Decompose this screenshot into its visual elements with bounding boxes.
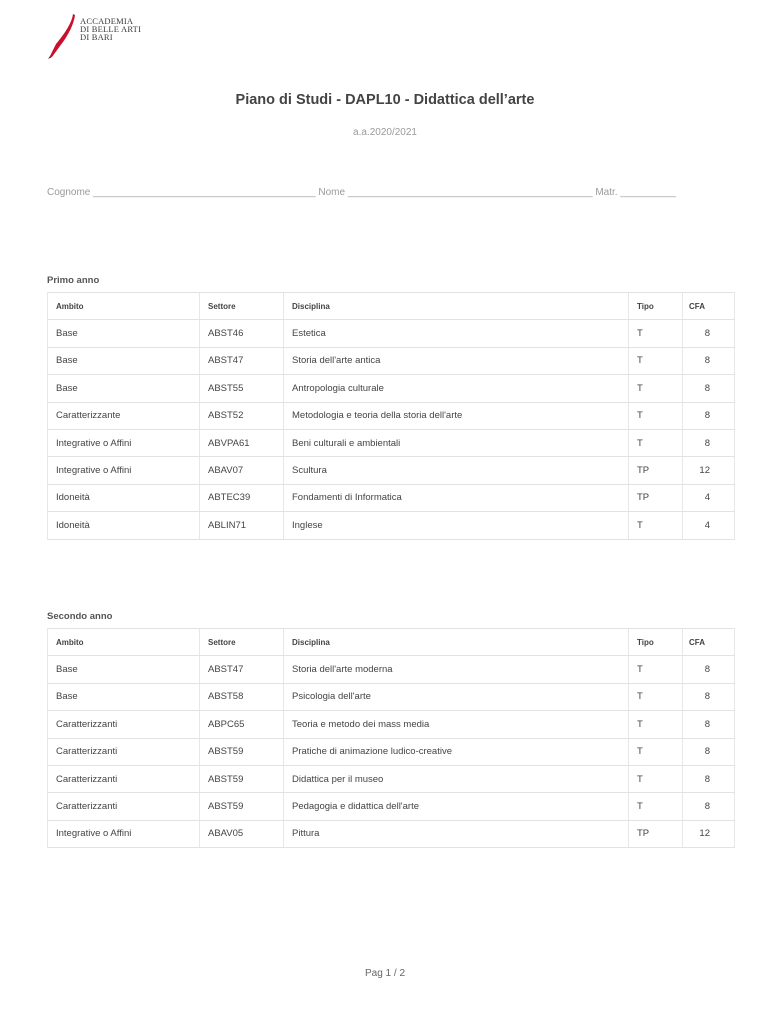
cell-cfa: 4 (683, 484, 735, 511)
matr-field[interactable]: Matr. __________ (595, 187, 676, 198)
logo-line-3: DI BARI (80, 32, 113, 42)
cell-ambito: Base (48, 683, 200, 710)
col-tipo: Tipo (629, 629, 683, 656)
cell-disciplina: Scultura (284, 457, 629, 484)
col-settore: Settore (200, 293, 284, 320)
page-title: Piano di Studi - DAPL10 - Didattica dell’arte (235, 92, 535, 108)
cell-settore: ABVPA61 (200, 429, 284, 456)
col-cfa: CFA (683, 629, 735, 656)
cell-ambito: Integrative o Affini (48, 429, 200, 456)
cell-tipo: T (629, 765, 683, 792)
table-row (48, 738, 735, 765)
cell-tipo: TP (629, 457, 683, 484)
table-row (48, 320, 735, 347)
table-row (48, 402, 735, 429)
cell-cfa: 12 (683, 820, 735, 847)
cell-ambito: Caratterizzanti (48, 711, 200, 738)
cell-settore: ABST59 (200, 765, 284, 792)
cell-tipo: T (629, 683, 683, 710)
cell-ambito: Integrative o Affini (48, 457, 200, 484)
cell-cfa: 8 (683, 375, 735, 402)
table-row (48, 711, 735, 738)
cell-tipo: T (629, 711, 683, 738)
cell-settore: ABST47 (200, 347, 284, 374)
brush-logo-icon (46, 12, 80, 60)
cell-settore: ABST58 (200, 683, 284, 710)
table-row (48, 512, 735, 539)
cell-settore: ABTEC39 (200, 484, 284, 511)
cell-cfa: 8 (683, 738, 735, 765)
cell-cfa: 12 (683, 457, 735, 484)
col-cfa: CFA (683, 293, 735, 320)
col-ambito: Ambito (48, 629, 200, 656)
cell-tipo: T (629, 793, 683, 820)
cell-ambito: Caratterizzante (48, 402, 200, 429)
cell-tipo: TP (629, 484, 683, 511)
cell-settore: ABAV07 (200, 457, 284, 484)
nome-field[interactable]: Nome ____________________________________________ (318, 187, 593, 198)
table-row (48, 683, 735, 710)
table-row (48, 375, 735, 402)
cell-cfa: 8 (683, 402, 735, 429)
cell-tipo: T (629, 320, 683, 347)
table-row (48, 429, 735, 456)
cell-disciplina: Beni culturali e ambientali (284, 429, 629, 456)
cell-disciplina: Pratiche di animazione ludico-creative (284, 738, 629, 765)
cell-cfa: 8 (683, 320, 735, 347)
cell-settore: ABST47 (200, 656, 284, 683)
table-row (48, 656, 735, 683)
cell-tipo: T (629, 429, 683, 456)
cell-disciplina: Didattica per il museo (284, 765, 629, 792)
cell-disciplina: Teoria e metodo dei mass media (284, 711, 629, 738)
cell-tipo: T (629, 347, 683, 374)
cell-settore: ABST55 (200, 375, 284, 402)
cell-cfa: 8 (683, 793, 735, 820)
cell-disciplina: Storia dell'arte antica (284, 347, 629, 374)
col-settore: Settore (200, 629, 284, 656)
cell-ambito: Base (48, 375, 200, 402)
cell-tipo: TP (629, 820, 683, 847)
table-header-row (48, 629, 735, 656)
cell-tipo: T (629, 402, 683, 429)
student-fields (47, 187, 722, 198)
logo-line-2: DI BELLE ARTI (80, 24, 142, 34)
cell-tipo: T (629, 738, 683, 765)
cell-settore: ABAV05 (200, 820, 284, 847)
page-number: Pag 1 / 2 (364, 968, 406, 979)
cell-tipo: T (629, 512, 683, 539)
cell-ambito: Base (48, 320, 200, 347)
academy-logo (46, 12, 146, 60)
cell-ambito: Caratterizzanti (48, 765, 200, 792)
cell-disciplina: Estetica (284, 320, 629, 347)
logo-line-1: ACCADEMIA (80, 16, 134, 26)
table-row (48, 457, 735, 484)
cell-disciplina: Pedagogia e didattica dell'arte (284, 793, 629, 820)
cell-disciplina: Fondamenti di Informatica (284, 484, 629, 511)
table-row (48, 484, 735, 511)
cell-cfa: 8 (683, 656, 735, 683)
cell-ambito: Base (48, 656, 200, 683)
cell-settore: ABST59 (200, 793, 284, 820)
cell-cfa: 8 (683, 429, 735, 456)
cell-ambito: Idoneità (48, 484, 200, 511)
cell-tipo: T (629, 375, 683, 402)
cell-ambito: Base (48, 347, 200, 374)
cell-disciplina: Antropologia culturale (284, 375, 629, 402)
col-disciplina: Disciplina (284, 293, 629, 320)
cell-disciplina: Psicologia dell'arte (284, 683, 629, 710)
cell-tipo: T (629, 656, 683, 683)
cell-cfa: 8 (683, 683, 735, 710)
col-ambito: Ambito (48, 293, 200, 320)
cell-settore: ABST52 (200, 402, 284, 429)
cell-cfa: 4 (683, 512, 735, 539)
cell-ambito: Integrative o Affini (48, 820, 200, 847)
col-tipo: Tipo (629, 293, 683, 320)
table-header-row (48, 293, 735, 320)
table-row (48, 820, 735, 847)
primo-anno-table (47, 292, 735, 540)
cognome-field[interactable]: Cognome ________________________________________ (47, 187, 316, 198)
cell-cfa: 8 (683, 347, 735, 374)
cell-disciplina: Pittura (284, 820, 629, 847)
cell-cfa: 8 (683, 711, 735, 738)
secondo-anno-table (47, 628, 735, 848)
cell-settore: ABST46 (200, 320, 284, 347)
table-row (48, 793, 735, 820)
section-primo-anno-label: Primo anno (47, 275, 100, 286)
logo-text (80, 17, 141, 41)
table-row (48, 347, 735, 374)
section-secondo-anno-label: Secondo anno (47, 611, 113, 622)
cell-ambito: Caratterizzanti (48, 738, 200, 765)
cell-settore: ABPC65 (200, 711, 284, 738)
table-row (48, 765, 735, 792)
cell-disciplina: Storia dell'arte moderna (284, 656, 629, 683)
cell-settore: ABST59 (200, 738, 284, 765)
cell-disciplina: Inglese (284, 512, 629, 539)
cell-ambito: Idoneità (48, 512, 200, 539)
academic-year: a.a.2020/2021 (353, 127, 417, 138)
cell-settore: ABLIN71 (200, 512, 284, 539)
cell-cfa: 8 (683, 765, 735, 792)
cell-disciplina: Metodologia e teoria della storia dell'arte (284, 402, 629, 429)
col-disciplina: Disciplina (284, 629, 629, 656)
cell-ambito: Caratterizzanti (48, 793, 200, 820)
